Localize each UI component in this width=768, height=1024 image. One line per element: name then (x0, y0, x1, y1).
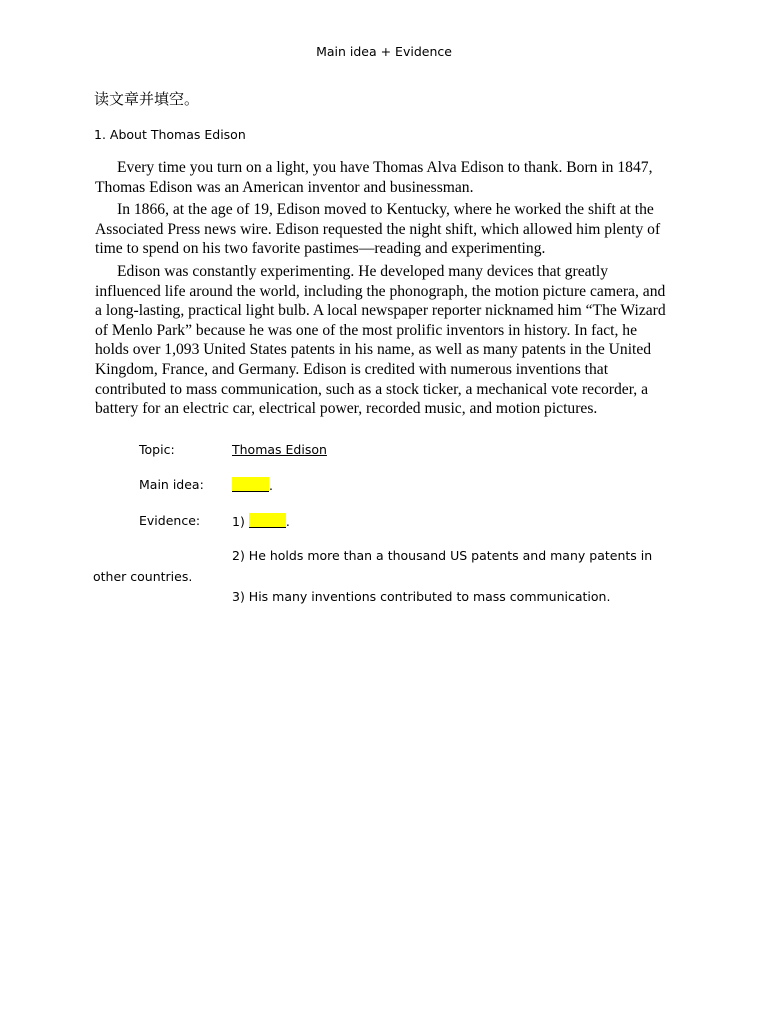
evidence-1-number: 1) (232, 514, 245, 529)
section-title: 1. About Thomas Edison (94, 127, 246, 142)
evidence-1 (232, 513, 290, 529)
instruction-text: 读文章并填空。 (94, 90, 200, 108)
topic-value: Thomas Edison (232, 442, 327, 457)
evidence-1-blank[interactable] (249, 513, 286, 528)
main-idea-period: . (269, 478, 273, 493)
topic-label: Topic: (139, 442, 175, 457)
page-header: Main idea + Evidence (316, 44, 452, 59)
evidence-1-period: . (285, 514, 290, 529)
evidence-2-line-1: 2) He holds more than a thousand US patents and many patents in (232, 548, 653, 563)
evidence-3: 3) His many inventions contributed to mass communication. (232, 589, 611, 604)
main-idea-blank[interactable] (232, 477, 269, 492)
main-idea-answer (232, 477, 273, 493)
passage-paragraph-3: Edison was constantly experimenting. He developed many devices that greatly influenced life around the world, including the phonograph, the motion picture camera, and a long-lasting, practical light bulb. A local newspaper reporter nicknamed him “The Wizard of Menlo Park” because he was one of the most prolific inventors in history. In fact, he holds over 1,093 United States patents in his name, as well as many patents in the United Kingdom, France, and Germany. Edison is credited with numerous inventions that contributed to mass communication, such as a stock ticker, a mechanical vote recorder, a battery for an electric car, electrical power, recorded music, and motion pictures. (95, 262, 666, 418)
main-idea-label: Main idea: (139, 477, 204, 492)
passage-paragraph-1: Every time you turn on a light, you have Thomas Alva Edison to thank. Born in 1847, Thomas Edison was an American inventor and businessman. (95, 159, 653, 196)
passage-paragraph-2: In 1866, at the age of 19, Edison moved to Kentucky, where he worked the shift at the Associated Press news wire. Edison requested the night shift, which allowed him plenty of time to spend on his two favorite pastimes—reading and experimenting. (95, 201, 661, 258)
evidence-2-line-2: other countries. (93, 569, 193, 584)
reading-passage (95, 158, 673, 422)
evidence-label: Evidence: (139, 513, 201, 528)
